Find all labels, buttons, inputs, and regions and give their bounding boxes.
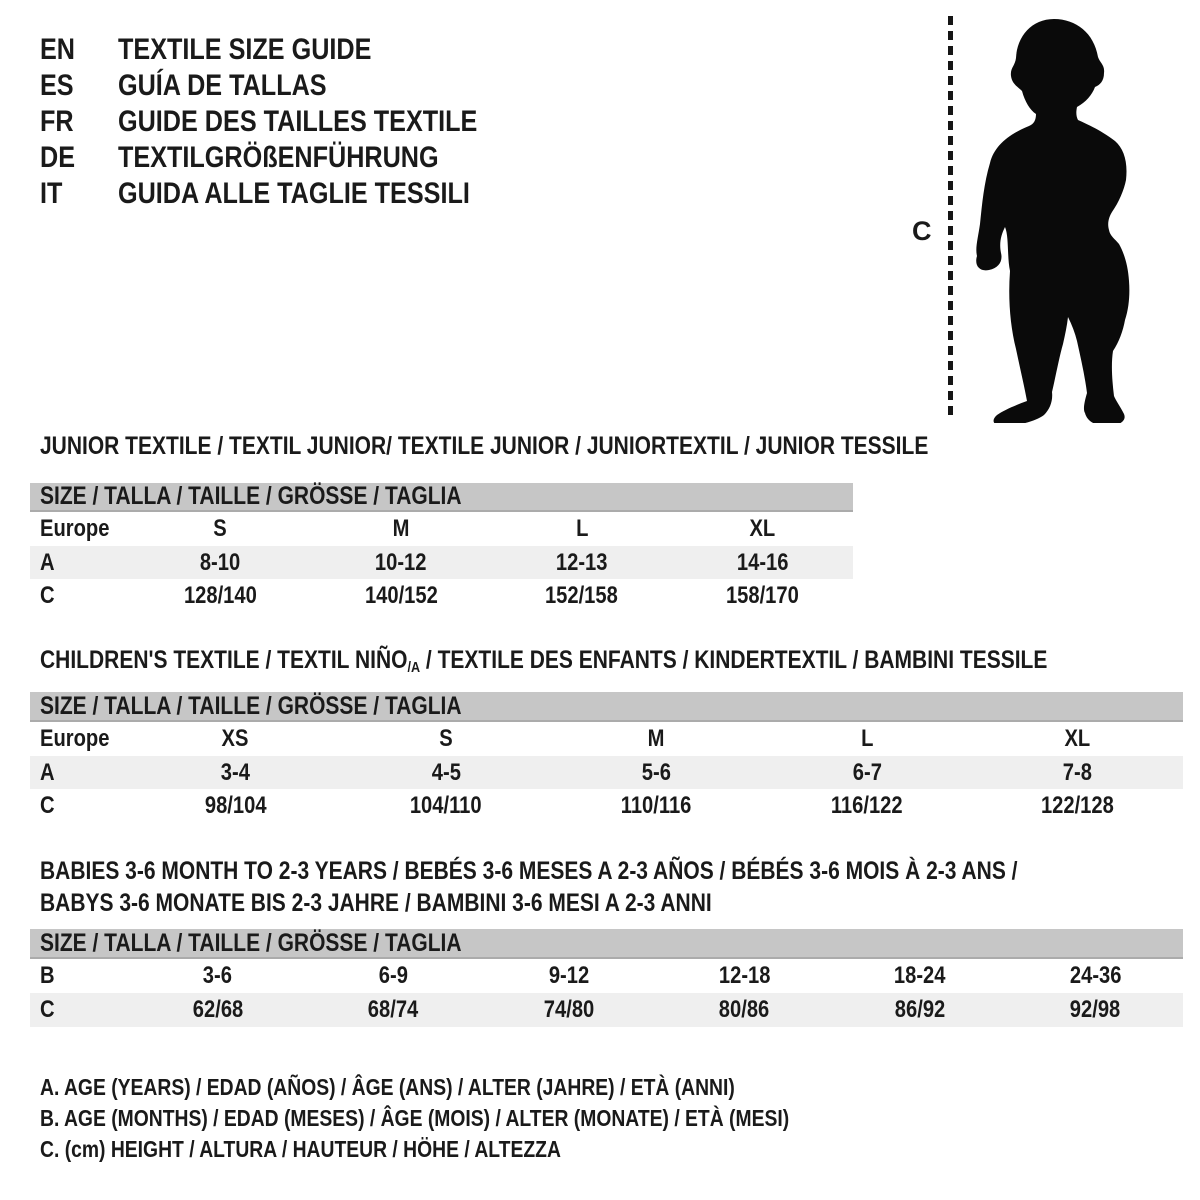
language-code: EN <box>40 33 76 66</box>
size-value: S <box>439 725 453 752</box>
babies-section-title: BABIES 3-6 MONTH TO 2-3 YEARS / BEBÉS 3-6 MESES A 2-3 AÑOS / BÉBÉS 3-6 MOIS À 2-3 ANS / BABYS 3-6 MONATE BIS 2-3 JAHRE / BAMBINI 3-6 MESI A 2-3 ANNI <box>40 857 1018 917</box>
language-title: GUIDA ALLE TAGLIE TESSILI <box>118 177 470 210</box>
age-value: 3-6 <box>203 962 233 989</box>
language-title: GUÍA DE TALLAS <box>118 69 327 102</box>
age-value: 5-6 <box>641 758 672 786</box>
age-value: 12-18 <box>718 962 771 989</box>
babies-size-header-bar: SIZE / TALLA / TAILLE / GRÖSSE / TAGLIA <box>30 929 1183 959</box>
row-label: C <box>40 996 55 1023</box>
title-subscript: /A <box>407 659 421 677</box>
junior-section-title: JUNIOR TEXTILE / TEXTIL JUNIOR/ TEXTILE JUNIOR / JUNIORTEXTIL / JUNIOR TESSILE <box>40 432 929 460</box>
size-value: XL <box>749 515 776 542</box>
age-value: 14-16 <box>736 548 789 576</box>
row-label: B <box>40 962 55 989</box>
table-row <box>30 756 1183 789</box>
height-value: 62/68 <box>192 996 243 1023</box>
size-value: L <box>575 515 589 542</box>
language-code: IT <box>40 177 63 210</box>
height-value: 98/104 <box>204 791 267 819</box>
age-value: 4-5 <box>431 758 461 786</box>
language-code: FR <box>40 105 74 138</box>
table-row <box>30 722 1183 756</box>
age-value: 6-9 <box>378 962 408 989</box>
table-row <box>30 789 1183 822</box>
height-value: 116/122 <box>831 791 903 819</box>
language-row-en <box>40 32 546 68</box>
size-value: XS <box>221 725 249 752</box>
height-value: 128/140 <box>183 581 257 609</box>
size-value: XL <box>1064 725 1091 752</box>
height-value: 158/170 <box>726 581 800 609</box>
size-value: M <box>392 515 410 542</box>
language-title: TEXTILGRÖßENFÜHRUNG <box>118 141 439 174</box>
legend-note-a: A. AGE (YEARS) / EDAD (AÑOS) / ÂGE (ANS) / ALTER (JAHRE) / ETÀ (ANNI) <box>40 1074 735 1100</box>
size-value: S <box>213 515 228 542</box>
age-value: 6-7 <box>852 758 882 786</box>
language-code: DE <box>40 141 76 174</box>
legend-note-c: C. (cm) HEIGHT / ALTURA / HAUTEUR / HÖHE / ALTEZZA <box>40 1136 561 1162</box>
age-value: 24-36 <box>1069 962 1122 989</box>
height-value: 68/74 <box>368 996 419 1023</box>
height-value: 86/92 <box>894 996 945 1023</box>
children-section-title: CHILDREN'S TEXTILE / TEXTIL NIÑO/A / TEXTILE DES ENFANTS / KINDERTEXTIL / BAMBINI TESSILE <box>40 646 1048 677</box>
row-label: A <box>40 758 55 786</box>
height-value: 74/80 <box>543 996 594 1023</box>
height-measure-label: C <box>912 216 932 246</box>
language-row-fr <box>40 104 546 140</box>
language-title: GUIDE DES TAILLES TEXTILE <box>118 105 478 138</box>
table-row <box>30 546 853 579</box>
language-title-list <box>40 32 546 212</box>
row-label: Europe <box>40 515 110 542</box>
height-value: 92/98 <box>1070 996 1121 1023</box>
height-measure-dashed-line <box>948 16 953 416</box>
babies-size-table <box>30 929 1183 1027</box>
height-value: 110/116 <box>621 791 692 819</box>
age-value: 3-4 <box>220 758 250 786</box>
age-value: 12-13 <box>556 548 608 576</box>
table-row <box>30 959 1183 993</box>
toddler-silhouette-icon <box>966 13 1146 423</box>
size-value: M <box>648 725 665 752</box>
row-label: A <box>40 548 55 576</box>
table-row <box>30 512 853 546</box>
height-value: 104/110 <box>410 791 482 819</box>
language-row-es <box>40 68 546 104</box>
age-value: 8-10 <box>200 548 241 576</box>
legend-note-b: B. AGE (MONTHS) / EDAD (MESES) / ÂGE (MOIS) / ALTER (MONATE) / ETÀ (MESI) <box>40 1105 790 1131</box>
legend-notes <box>40 1072 932 1165</box>
table-row <box>30 993 1183 1027</box>
age-value: 10-12 <box>375 548 427 576</box>
age-value: 18-24 <box>893 962 946 989</box>
height-value: 152/158 <box>545 581 619 609</box>
children-size-header-bar: SIZE / TALLA / TAILLE / GRÖSSE / TAGLIA <box>30 692 1183 722</box>
height-value: 80/86 <box>719 996 770 1023</box>
children-size-table <box>30 692 1183 822</box>
language-title: TEXTILE SIZE GUIDE <box>118 33 372 66</box>
language-code: ES <box>40 69 74 102</box>
age-value: 7-8 <box>1063 758 1093 786</box>
table-row <box>30 579 853 612</box>
junior-size-header-bar: SIZE / TALLA / TAILLE / GRÖSSE / TAGLIA <box>30 483 853 512</box>
junior-size-table <box>30 483 853 612</box>
language-row-it <box>40 176 546 212</box>
language-row-de <box>40 140 546 176</box>
row-label: C <box>40 581 55 609</box>
row-label: C <box>40 791 55 819</box>
height-value: 140/152 <box>364 581 438 609</box>
height-value: 122/128 <box>1041 791 1115 819</box>
age-value: 9-12 <box>548 962 589 989</box>
row-label: Europe <box>40 725 110 752</box>
size-value: L <box>860 725 874 752</box>
